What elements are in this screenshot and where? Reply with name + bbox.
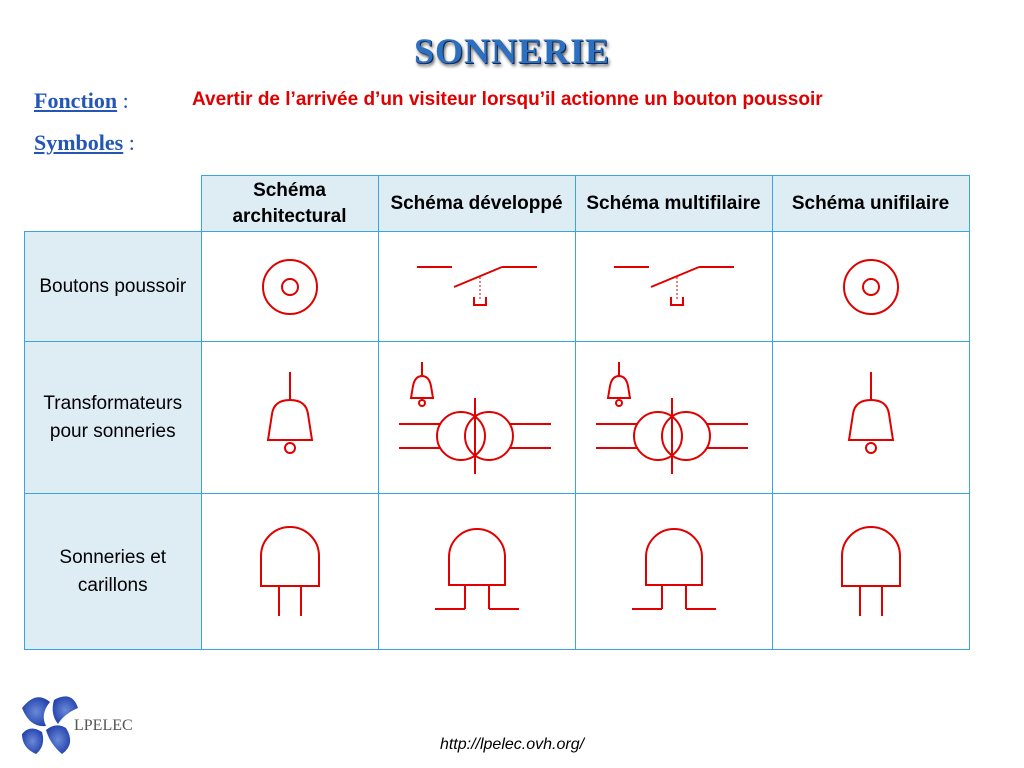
fonction-colon: : <box>122 88 129 113</box>
bell-ringer-with-leads-icon <box>624 527 724 617</box>
header-unifilaire: Schéma unifilaire <box>772 176 969 232</box>
symboles-line <box>34 130 135 156</box>
push-button-circle-icon <box>255 252 325 322</box>
header-developpe: Schéma développé <box>378 176 575 232</box>
cell-boutons-developpe <box>378 232 575 342</box>
table-row-transformateurs <box>25 342 970 494</box>
cell-boutons-architectural <box>201 232 378 342</box>
push-button-circle-icon <box>836 252 906 322</box>
bell-transformer-icon <box>397 358 557 478</box>
bell-ringer-with-leads-icon <box>427 527 527 617</box>
fonction-line <box>34 88 129 114</box>
cell-sonneries-architectural <box>201 494 378 650</box>
cell-transformateurs-developpe <box>378 342 575 494</box>
cell-transformateurs-unifilaire <box>772 342 969 494</box>
bell-ringer-icon <box>836 522 906 622</box>
row-label-sonneries: Sonneries et carillons <box>25 494 202 650</box>
cell-transformateurs-multifilaire <box>575 342 772 494</box>
push-button-contact-icon <box>609 257 739 317</box>
page-title: SONNERIE <box>413 31 611 71</box>
cell-boutons-unifilaire <box>772 232 969 342</box>
logo-text: LPELEC <box>74 717 133 734</box>
header-multifilaire: Schéma multifilaire <box>575 176 772 232</box>
empty-corner <box>25 176 202 232</box>
cell-transformateurs-architectural <box>201 342 378 494</box>
bell-ringer-icon <box>255 522 325 622</box>
bell-transformer-icon <box>594 358 754 478</box>
cell-sonneries-unifilaire <box>772 494 969 650</box>
lpelec-logo <box>16 688 136 767</box>
small-bell-icon <box>841 368 901 468</box>
fonction-text: Avertir de l’arrivée d’un visiteur lorsqu’il actionne un bouton poussoir <box>192 89 823 110</box>
symboles-colon: : <box>128 130 135 155</box>
symboles-label: Symboles <box>34 130 124 155</box>
table-row-boutons <box>25 232 970 342</box>
footer-url[interactable]: http://lpelec.ovh.org/ <box>439 736 585 753</box>
small-bell-icon <box>260 368 320 468</box>
header-row <box>25 176 970 232</box>
cell-sonneries-multifilaire <box>575 494 772 650</box>
cell-sonneries-developpe <box>378 494 575 650</box>
symbols-table <box>24 175 970 650</box>
fonction-label: Fonction <box>34 88 118 113</box>
push-button-contact-icon <box>412 257 542 317</box>
row-label-boutons: Boutons poussoir <box>25 232 202 342</box>
cell-boutons-multifilaire <box>575 232 772 342</box>
row-label-transformateurs: Transformateurs pour sonneries <box>25 342 202 494</box>
table-row-sonneries <box>25 494 970 650</box>
header-architectural: Schéma architectural <box>201 176 378 232</box>
